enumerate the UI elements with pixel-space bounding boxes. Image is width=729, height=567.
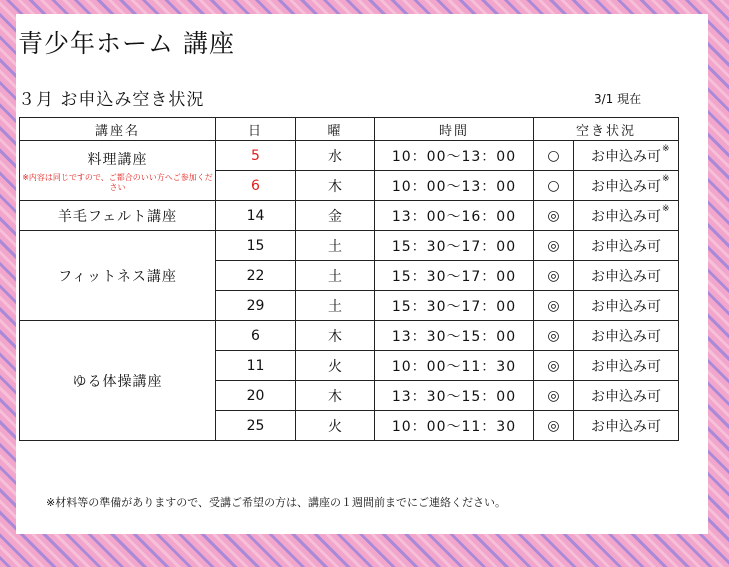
course-note: ※内容は同じですので、ご都合のいい方へご参加ください xyxy=(22,172,213,192)
status-text: お申込み可 xyxy=(591,268,661,285)
time-cell: 13：30～15：00 xyxy=(375,321,534,351)
course-cell xyxy=(20,141,216,201)
time-cell: 15：30～17：00 xyxy=(375,291,534,321)
day-cell: 5 xyxy=(216,141,296,171)
weekday-cell: 水 xyxy=(296,141,375,171)
availability-mark: ◎ xyxy=(534,261,574,291)
time-cell: 15：30～17：00 xyxy=(375,261,534,291)
status-text: お申込み可 xyxy=(591,328,661,345)
weekday-cell: 木 xyxy=(296,321,375,351)
day-cell: 15 xyxy=(216,231,296,261)
status-text: お申込み可 xyxy=(591,418,661,435)
time-cell: 15：30～17：00 xyxy=(375,231,534,261)
header-time: 時間 xyxy=(375,118,534,141)
availability-mark: ◎ xyxy=(534,201,574,231)
weekday-cell: 土 xyxy=(296,261,375,291)
day-cell: 20 xyxy=(216,381,296,411)
time-cell: 10：00～11：30 xyxy=(375,411,534,441)
status-text: お申込み可 xyxy=(591,298,661,315)
availability-mark: ◎ xyxy=(534,231,574,261)
availability-mark: ○ xyxy=(534,171,574,201)
availability-status xyxy=(574,261,679,291)
availability-status xyxy=(574,351,679,381)
header-course: 講座名 xyxy=(20,118,216,141)
weekday-cell: 土 xyxy=(296,291,375,321)
availability-mark: ◎ xyxy=(534,411,574,441)
availability-mark: ○ xyxy=(534,141,574,171)
weekday-cell: 火 xyxy=(296,351,375,381)
weekday-cell: 木 xyxy=(296,381,375,411)
status-text: お申込み可 xyxy=(591,238,661,255)
page-title: 青少年ホーム 講座 xyxy=(18,29,235,58)
availability-status xyxy=(574,381,679,411)
status-text: お申込み可 xyxy=(591,358,661,375)
footnote: ※材料等の準備がありますので、受講ご希望の方は、講座の１週間前までにご連絡ください。 xyxy=(46,496,506,509)
day-cell: 14 xyxy=(216,201,296,231)
status-text: お申込み可 xyxy=(591,148,661,165)
weekday-cell: 金 xyxy=(296,201,375,231)
time-cell: 13：30～15：00 xyxy=(375,381,534,411)
day-cell: 6 xyxy=(216,321,296,351)
table-row xyxy=(20,141,679,171)
table-row xyxy=(20,321,679,351)
weekday-cell: 木 xyxy=(296,171,375,201)
day-cell: 22 xyxy=(216,261,296,291)
availability-mark: ◎ xyxy=(534,351,574,381)
day-cell: 6 xyxy=(216,171,296,201)
course-name: 料理講座 xyxy=(87,151,148,168)
status-asterisk: ※ xyxy=(662,204,670,214)
time-cell: 10：00～11：30 xyxy=(375,351,534,381)
status-text: お申込み可 xyxy=(591,178,661,195)
status-asterisk: ※ xyxy=(662,144,670,154)
table-row xyxy=(20,201,679,231)
header-availability: 空き状況 xyxy=(534,118,679,141)
status-text: お申込み可 xyxy=(591,388,661,405)
day-cell: 25 xyxy=(216,411,296,441)
header-day: 日 xyxy=(216,118,296,141)
course-name: 羊毛フェルト講座 xyxy=(57,208,178,225)
availability-status xyxy=(574,411,679,441)
table-header-row xyxy=(20,118,679,141)
availability-status xyxy=(574,231,679,261)
availability-status xyxy=(574,141,679,171)
header-weekday: 曜 xyxy=(296,118,375,141)
time-cell: 10：00～13：00 xyxy=(375,171,534,201)
status-asterisk: ※ xyxy=(662,174,670,184)
schedule-table xyxy=(19,117,679,441)
status-text: お申込み可 xyxy=(591,208,661,225)
course-cell xyxy=(20,231,216,321)
availability-mark: ◎ xyxy=(534,291,574,321)
schedule-body xyxy=(20,141,679,441)
time-cell: 13：00～16：00 xyxy=(375,201,534,231)
course-name: ゆる体操講座 xyxy=(72,373,163,390)
availability-status xyxy=(574,291,679,321)
table-row xyxy=(20,231,679,261)
time-cell: 10：00～13：00 xyxy=(375,141,534,171)
day-cell: 11 xyxy=(216,351,296,381)
availability-status xyxy=(574,321,679,351)
availability-status xyxy=(574,201,679,231)
page-subtitle: ３月 お申込み空き状況 xyxy=(18,90,205,110)
course-cell xyxy=(20,201,216,231)
availability-mark: ◎ xyxy=(534,381,574,411)
weekday-cell: 火 xyxy=(296,411,375,441)
weekday-cell: 土 xyxy=(296,231,375,261)
as-of-date: 3/1 現在 xyxy=(594,92,642,106)
availability-mark: ◎ xyxy=(534,321,574,351)
course-name: フィットネス講座 xyxy=(58,268,177,285)
day-cell: 29 xyxy=(216,291,296,321)
course-cell xyxy=(20,321,216,441)
availability-status xyxy=(574,171,679,201)
